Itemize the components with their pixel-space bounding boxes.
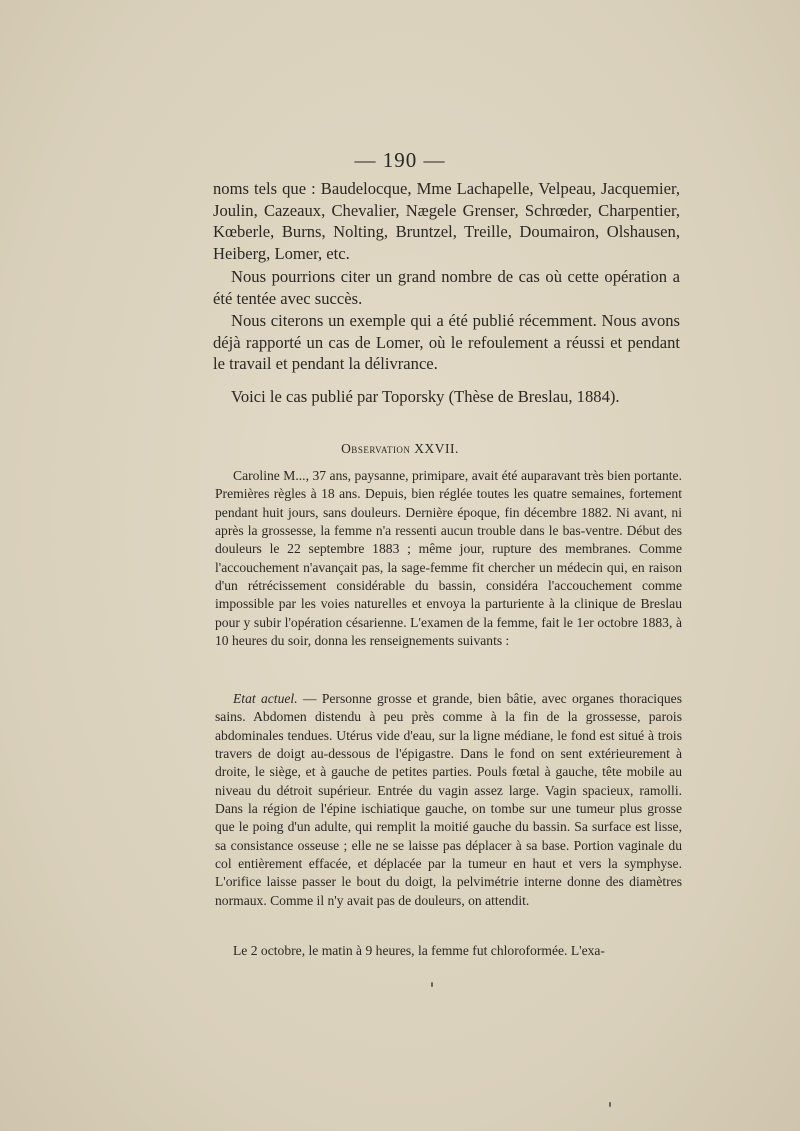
intro-paragraph: noms tels que : Baudelocque, Mme Lachapelle, Velpeau, Jacquemier, Joulin, Cazeaux, Chevalier, Nægele Grenser, Schrœder, Charpentier, Kœberle, Burns, Nolting, Bruntzel, Treille, Doumairon, Olshausen, Heiberg, Lomer, etc. xyxy=(213,179,680,264)
observation-heading: Observation XXVII. xyxy=(341,441,459,456)
observation-paragraph-2 xyxy=(215,690,682,910)
paragraph-2: Nous pourrions citer un grand nombre de cas où cette opération a été tentée avec succès. xyxy=(213,267,680,308)
observation-paragraph-1: Caroline M..., 37 ans, paysanne, primipare, avait été auparavant très bien portante. Premières règles à 18 ans. Depuis, bien réglée toutes les quatre semaines, fortement pendant huit jours, sans douleurs. Dernière époque, fin décembre 1882. Ni avant, ni après la grossesse, la femme n'a ressenti aucun trouble dans le bas-ventre. Début des douleurs le 22 septembre 1883 ; même jour, rupture des membranes. Comme l'accouchement n'avançait pas, la sage-femme fit chercher un médecin qui, en raison d'un rétrécissement considérable du bassin, considéra l'accouchement comme impossible par les voies naturelles et envoya la parturiente à la clinique de Breslau pour y subir l'opération césarienne. L'examen de la femme, fait le 1er octobre 1883, à 10 heures du soir, donna les renseignements suivants : xyxy=(215,468,682,649)
paper-speck xyxy=(431,982,433,987)
paper-speck xyxy=(609,1102,611,1107)
etat-actuel-lead: Etat actuel. xyxy=(233,691,298,706)
paragraph-3: Nous citerons un exemple qui a été publié récemment. Nous avons déjà rapporté un cas de Lomer, où le refoulement a réussi et pendant le travail et pendant la délivrance. xyxy=(213,311,680,374)
observation-paragraph-3: Le 2 octobre, le matin à 9 heures, la femme fut chloroformée. L'exa- xyxy=(233,943,605,958)
page-number: — 190 — xyxy=(354,148,446,172)
observation-paragraph-2-body: — Personne grosse et grande, bien bâtie, avec organes thoraciques sains. Abdomen distendu à peu près comme à la fin de la grossesse, parois abdominales tendues. Utérus vide d'eau, sur la ligne médiane, le fond est situé à trois travers de doigt au-dessous de l'épigastre. Dans le fond on sent extérieurement à droite, le siège, et à gauche de petites parties. Pouls fœtal à gauche, tête mobile au niveau du détroit supérieur. Entrée du vagin assez large. Vagin spacieux, ramolli. Dans la région de l'épine ischiatique gauche, on tombe sur une tumeur plus grosse que le poing d'un adulte, qui remplit la moitié gauche du bassin. Sa surface est lisse, sa consistance osseuse ; elle ne se laisse pas déplacer à sa base. Portion vaginale du col entièrement effacée, et déplacée par la tumeur en haut et vers la symphyse. L'orifice laisse passer le bout du doigt, la pelvimétrie interne donne des diamètres normaux. Comme il n'y avait pas de douleurs, on attendit. xyxy=(215,691,682,908)
paragraph-4: Voici le cas publié par Toporsky (Thèse de Breslau, 1884). xyxy=(231,387,620,406)
